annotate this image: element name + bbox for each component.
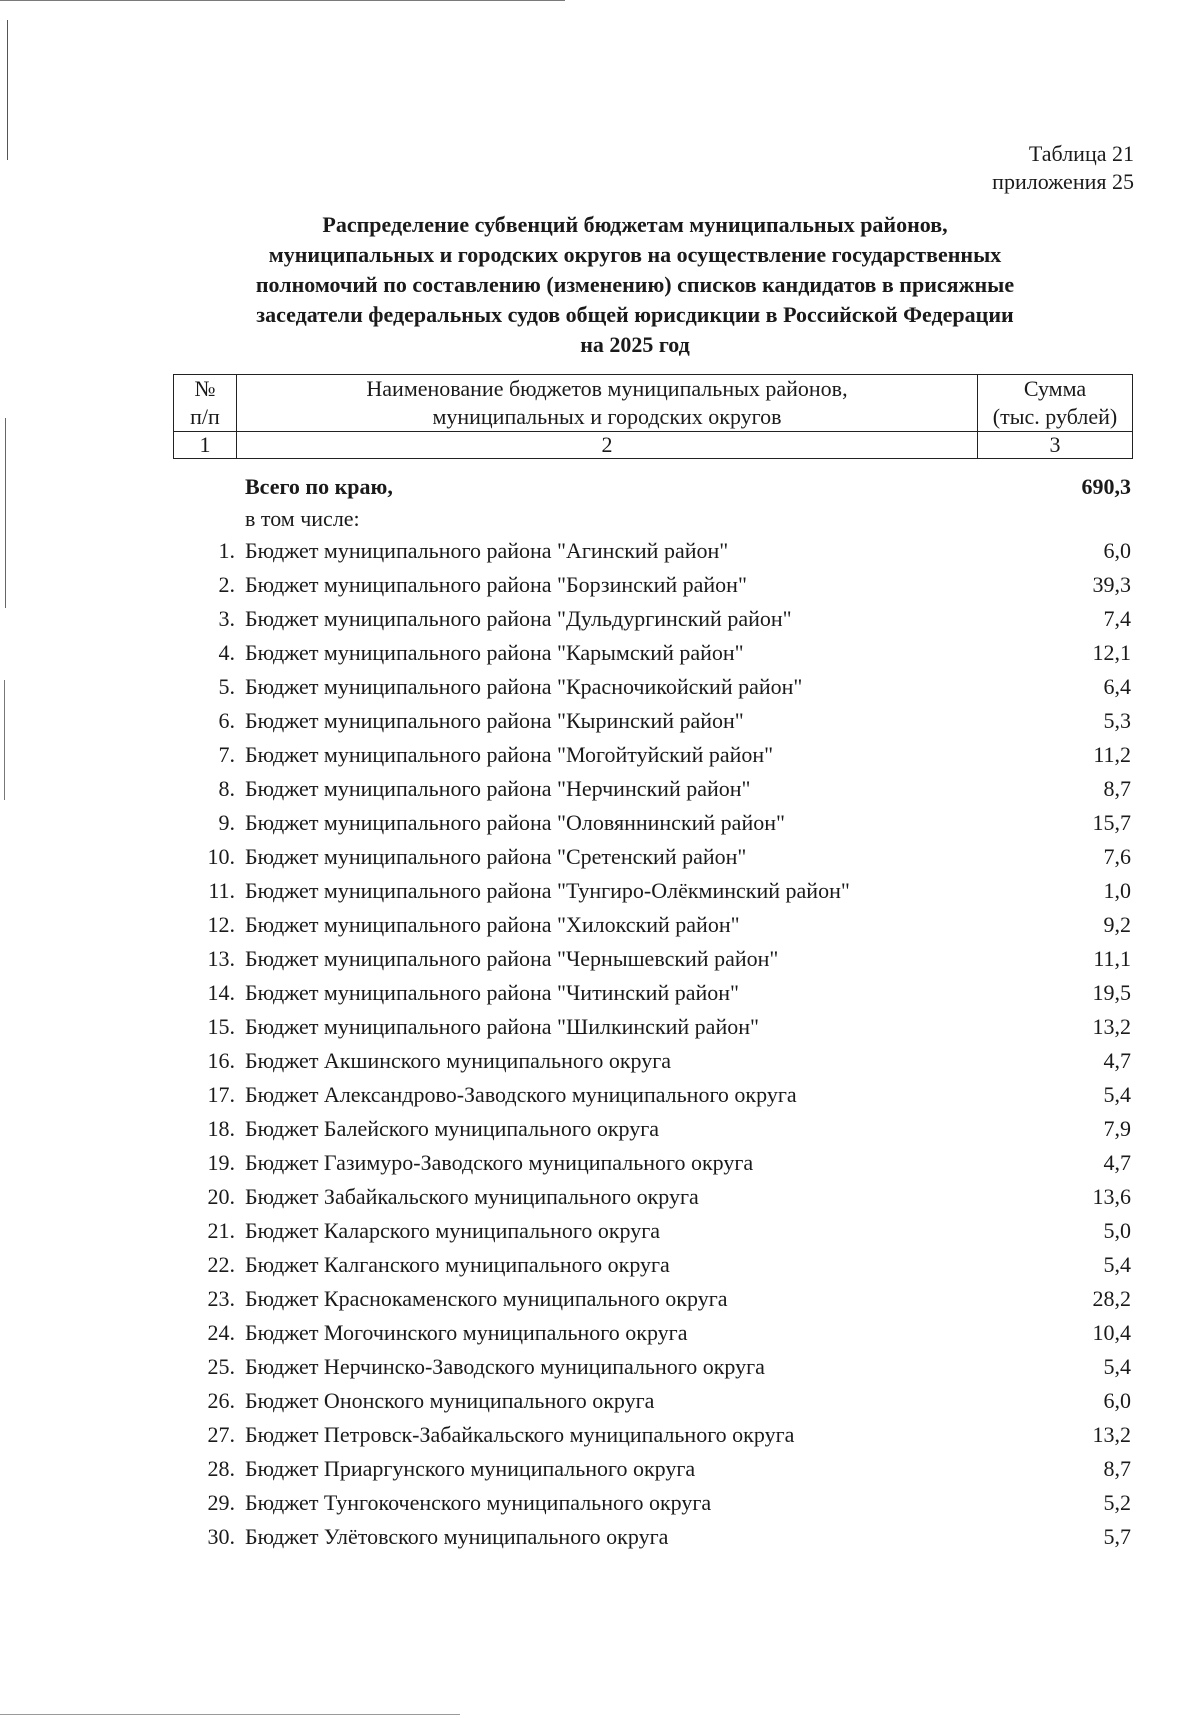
row-name: Бюджет муниципального района "Сретенский район" [245, 844, 747, 869]
table-row [173, 1010, 1133, 1044]
row-number: 7. [218, 742, 235, 767]
table-row [173, 1384, 1133, 1418]
column-number: 1 [174, 432, 237, 459]
row-name: Бюджет муниципального района "Оловяннинский район" [245, 810, 785, 835]
row-amount: 11,1 [1093, 946, 1131, 971]
row-name: Бюджет муниципального района "Шилкинский район" [245, 1014, 759, 1039]
table-row [173, 1044, 1133, 1078]
table-row [173, 976, 1133, 1010]
row-number: 26. [207, 1388, 235, 1413]
table-row [173, 602, 1133, 636]
document-title [170, 210, 1100, 360]
table-row [173, 1112, 1133, 1146]
table-row [173, 704, 1133, 738]
row-name: Бюджет Тунгокоченского муниципального округа [245, 1490, 712, 1515]
total-label: Всего по краю, [245, 474, 393, 499]
header-row [174, 375, 1133, 432]
table-row [173, 942, 1133, 976]
row-amount: 8,7 [1103, 776, 1131, 801]
row-amount: 13,6 [1092, 1184, 1131, 1209]
row-name: Бюджет муниципального района "Кыринский район" [245, 708, 744, 733]
data-table [173, 470, 1133, 1554]
table-number: Таблица 21 [1028, 141, 1134, 166]
scan-border-bottom [0, 1714, 460, 1715]
row-amount: 19,5 [1092, 980, 1131, 1005]
row-number: 16. [207, 1048, 235, 1073]
row-amount: 6,0 [1103, 1388, 1131, 1413]
row-name: Бюджет муниципального района "Борзинский район" [245, 572, 747, 597]
row-amount: 13,2 [1092, 1014, 1131, 1039]
row-number: 19. [207, 1150, 235, 1175]
row-number: 8. [218, 776, 235, 801]
row-name: Бюджет Калганского муниципального округа [245, 1252, 670, 1277]
row-amount: 5,7 [1103, 1524, 1131, 1549]
row-amount: 5,2 [1103, 1490, 1131, 1515]
table-row [173, 1350, 1133, 1384]
row-amount: 5,0 [1103, 1218, 1131, 1243]
table-row [173, 1146, 1133, 1180]
title-line: на 2025 год [580, 332, 690, 357]
row-name: Бюджет Забайкальского муниципального округа [245, 1184, 699, 1209]
row-amount: 5,4 [1103, 1354, 1131, 1379]
row-name: Бюджет муниципального района "Хилокский район" [245, 912, 740, 937]
table-row [173, 636, 1133, 670]
scan-border-top [0, 0, 565, 1]
row-name: Бюджет Петровск-Забайкальского муниципального округа [245, 1422, 795, 1447]
column-number-row [174, 432, 1133, 459]
row-number: 2. [218, 572, 235, 597]
table-row [173, 772, 1133, 806]
row-name: Бюджет Александрово-Заводского муниципального округа [245, 1082, 797, 1107]
row-name: Бюджет муниципального района "Могойтуйский район" [245, 742, 774, 767]
row-amount: 28,2 [1092, 1286, 1131, 1311]
row-number: 1. [218, 538, 235, 563]
row-amount: 39,3 [1092, 572, 1131, 597]
row-number: 23. [207, 1286, 235, 1311]
total-row [173, 470, 1133, 504]
attachment-header [992, 140, 1134, 196]
column-number: 2 [237, 432, 978, 459]
row-name: Бюджет Каларского муниципального округа [245, 1218, 661, 1243]
row-amount: 4,7 [1103, 1048, 1131, 1073]
table-row [173, 1180, 1133, 1214]
row-name: Бюджет Балейского муниципального округа [245, 1116, 660, 1141]
row-number: 27. [207, 1422, 235, 1447]
table-row [173, 1486, 1133, 1520]
row-amount: 13,2 [1092, 1422, 1131, 1447]
row-number: 9. [218, 810, 235, 835]
scan-edge-mark [4, 680, 5, 800]
row-number: 18. [207, 1116, 235, 1141]
row-name: Бюджет муниципального района "Красночикойский район" [245, 674, 803, 699]
row-name: Бюджет Акшинского муниципального округа [245, 1048, 672, 1073]
row-name: Бюджет Могочинского муниципального округа [245, 1320, 688, 1345]
row-number: 13. [207, 946, 235, 971]
table-row [173, 534, 1133, 568]
row-number: 21. [207, 1218, 235, 1243]
table-row [173, 1282, 1133, 1316]
row-name: Бюджет Краснокаменского муниципального округа [245, 1286, 728, 1311]
row-name: Бюджет муниципального района "Агинский район" [245, 538, 729, 563]
row-name: Бюджет Приаргунского муниципального округа [245, 1456, 696, 1481]
scan-edge-mark [7, 20, 8, 160]
row-name: Бюджет муниципального района "Читинский район" [245, 980, 740, 1005]
row-number: 6. [218, 708, 235, 733]
header-cell-number: № п/п [174, 375, 237, 432]
row-name: Бюджет муниципального района "Нерчинский район" [245, 776, 751, 801]
title-line: муниципальных и городских округов на осуществление государственных [268, 242, 1002, 267]
including-row [173, 504, 1133, 534]
row-number: 14. [207, 980, 235, 1005]
row-number: 20. [207, 1184, 235, 1209]
row-number: 11. [208, 878, 235, 903]
row-amount: 11,2 [1093, 742, 1131, 767]
table-row [173, 1214, 1133, 1248]
row-number: 30. [207, 1524, 235, 1549]
row-amount: 7,9 [1103, 1116, 1131, 1141]
row-amount: 6,4 [1103, 674, 1131, 699]
row-name: Бюджет Улётовского муниципального округа [245, 1524, 669, 1549]
header-cell-name: Наименование бюджетов муниципальных районов, муниципальных и городских округов [237, 375, 978, 432]
row-amount: 8,7 [1103, 1456, 1131, 1481]
row-name: Бюджет муниципального района "Карымский район" [245, 640, 744, 665]
row-amount: 15,7 [1092, 810, 1131, 835]
row-name: Бюджет муниципального района "Дульдургинский район" [245, 606, 792, 631]
table-header [173, 374, 1133, 459]
table-row [173, 1078, 1133, 1112]
table-row [173, 840, 1133, 874]
row-name: Бюджет муниципального района "Чернышевский район" [245, 946, 779, 971]
row-amount: 5,4 [1103, 1252, 1131, 1277]
row-number: 4. [218, 640, 235, 665]
row-amount: 10,4 [1092, 1320, 1131, 1345]
header-cell-amount: Сумма (тыс. рублей) [978, 375, 1133, 432]
row-amount: 6,0 [1103, 538, 1131, 563]
title-line: Распределение субвенций бюджетам муниципальных районов, [322, 212, 948, 237]
table-row [173, 806, 1133, 840]
row-amount: 7,6 [1103, 844, 1131, 869]
row-number: 29. [207, 1490, 235, 1515]
including-label: в том числе: [245, 506, 360, 531]
total-amount: 690,3 [1081, 474, 1131, 499]
row-amount: 5,4 [1103, 1082, 1131, 1107]
table-row [173, 568, 1133, 602]
column-number: 3 [978, 432, 1133, 459]
row-number: 22. [207, 1252, 235, 1277]
table-row [173, 874, 1133, 908]
table-row [173, 908, 1133, 942]
row-number: 28. [207, 1456, 235, 1481]
row-number: 15. [207, 1014, 235, 1039]
appendix-number: приложения 25 [992, 169, 1134, 194]
row-name: Бюджет муниципального района "Тунгиро-Олёкминский район" [245, 878, 850, 903]
row-number: 24. [207, 1320, 235, 1345]
table-row [173, 1520, 1133, 1554]
row-amount: 4,7 [1103, 1150, 1131, 1175]
title-line: полномочий по составлению (изменению) списков кандидатов в присяжные [255, 272, 1015, 297]
title-line: заседатели федеральных судов общей юрисдикции в Российской Федерации [256, 302, 1014, 327]
row-name: Бюджет Ононского муниципального округа [245, 1388, 655, 1413]
scan-edge-mark [5, 418, 6, 608]
row-number: 10. [207, 844, 235, 869]
table-row [173, 1418, 1133, 1452]
table-row [173, 1248, 1133, 1282]
row-number: 25. [207, 1354, 235, 1379]
row-amount: 12,1 [1092, 640, 1131, 665]
row-amount: 9,2 [1103, 912, 1131, 937]
table-row [173, 670, 1133, 704]
row-amount: 7,4 [1103, 606, 1131, 631]
table-row [173, 1316, 1133, 1350]
row-amount: 1,0 [1103, 878, 1131, 903]
row-name: Бюджет Нерчинско-Заводского муниципального округа [245, 1354, 765, 1379]
row-number: 17. [207, 1082, 235, 1107]
row-number: 5. [218, 674, 235, 699]
row-number: 3. [218, 606, 235, 631]
row-amount: 5,3 [1103, 708, 1131, 733]
row-number: 12. [207, 912, 235, 937]
row-name: Бюджет Газимуро-Заводского муниципального округа [245, 1150, 754, 1175]
table-row [173, 1452, 1133, 1486]
table-row [173, 738, 1133, 772]
